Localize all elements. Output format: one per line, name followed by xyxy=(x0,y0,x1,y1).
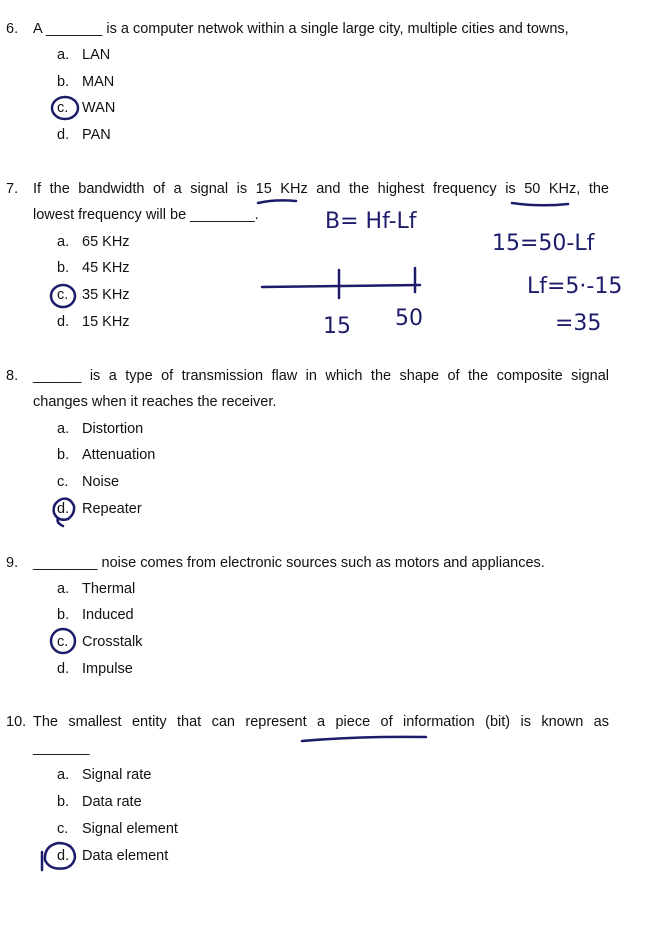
question-text: changes when it reaches the receiver. xyxy=(33,394,277,410)
option-letter: b. xyxy=(57,447,70,463)
option-letter: b. xyxy=(57,260,70,276)
option-text: Attenuation xyxy=(82,447,156,463)
option-text: Induced xyxy=(82,607,134,623)
question-number: 6. xyxy=(6,21,19,37)
option-text: Crosstalk xyxy=(82,634,143,650)
handwritten-step-2: Lf=5·-15 xyxy=(527,274,623,299)
option-text: 65 KHz xyxy=(82,234,130,250)
question-text: A _______ is a computer netwok within a single large city, multiple cities and towns, xyxy=(33,21,569,37)
handwritten-formula: B= Hf-Lf xyxy=(325,209,417,234)
option-text: PAN xyxy=(82,127,111,143)
option-letter: a. xyxy=(57,581,70,597)
handwritten-tick-15: 15 xyxy=(323,314,351,339)
question-text: The smallest entity that can represent a piece of information (bit) is known as xyxy=(33,714,609,730)
handwritten-result: =35 xyxy=(555,311,602,336)
question-text: _______ xyxy=(33,740,90,756)
option-letter: c. xyxy=(57,100,69,116)
option-letter: c. xyxy=(57,821,69,837)
question-text: lowest frequency will be ________. xyxy=(33,207,259,223)
option-letter: c. xyxy=(57,634,69,650)
option-text: MAN xyxy=(82,74,115,90)
underline-piece-of-information xyxy=(302,737,426,741)
option-letter: a. xyxy=(57,234,70,250)
option-letter: a. xyxy=(57,767,70,783)
option-text: Repeater xyxy=(82,501,142,517)
option-text: WAN xyxy=(82,100,116,116)
option-text: 15 KHz xyxy=(82,314,130,330)
option-letter: b. xyxy=(57,794,70,810)
option-text: Signal rate xyxy=(82,767,152,783)
handwritten-step-1: 15=50-Lf xyxy=(492,231,595,256)
option-letter: c. xyxy=(57,287,69,303)
option-text: LAN xyxy=(82,47,111,63)
option-letter: a. xyxy=(57,421,70,437)
option-letter: c. xyxy=(57,474,69,490)
option-letter: d. xyxy=(57,127,70,143)
number-line xyxy=(262,285,420,287)
option-text: Data rate xyxy=(82,794,142,810)
question-number: 8. xyxy=(6,368,19,384)
option-letter: d. xyxy=(57,501,70,517)
option-text: Data element xyxy=(82,848,169,864)
question-text: ________ noise comes from electronic sources such as motors and appliances. xyxy=(33,555,545,571)
option-letter: d. xyxy=(57,848,70,864)
option-text: Noise xyxy=(82,474,120,490)
option-letter: b. xyxy=(57,607,70,623)
option-letter: a. xyxy=(57,47,70,63)
option-text: Signal element xyxy=(82,821,178,837)
option-letter: d. xyxy=(57,661,70,677)
option-letter: b. xyxy=(57,74,70,90)
option-text: Thermal xyxy=(82,581,136,597)
option-text: Distortion xyxy=(82,421,144,437)
question-number: 9. xyxy=(6,555,19,571)
underline-50khz xyxy=(512,203,568,205)
option-text: Impulse xyxy=(82,661,133,677)
option-text: 35 KHz xyxy=(82,287,130,303)
option-text: 45 KHz xyxy=(82,260,130,276)
question-number: 10. xyxy=(6,714,27,730)
question-number: 7. xyxy=(6,181,19,197)
question-text: ______ is a type of transmission flaw in which the shape of the composite signal xyxy=(33,368,609,384)
underline-15khz xyxy=(258,200,296,203)
handwritten-tick-50: 50 xyxy=(395,306,423,331)
question-text: If the bandwidth of a signal is 15 KHz and the highest frequency is 50 KHz, the xyxy=(33,181,609,197)
option-letter: d. xyxy=(57,314,70,330)
